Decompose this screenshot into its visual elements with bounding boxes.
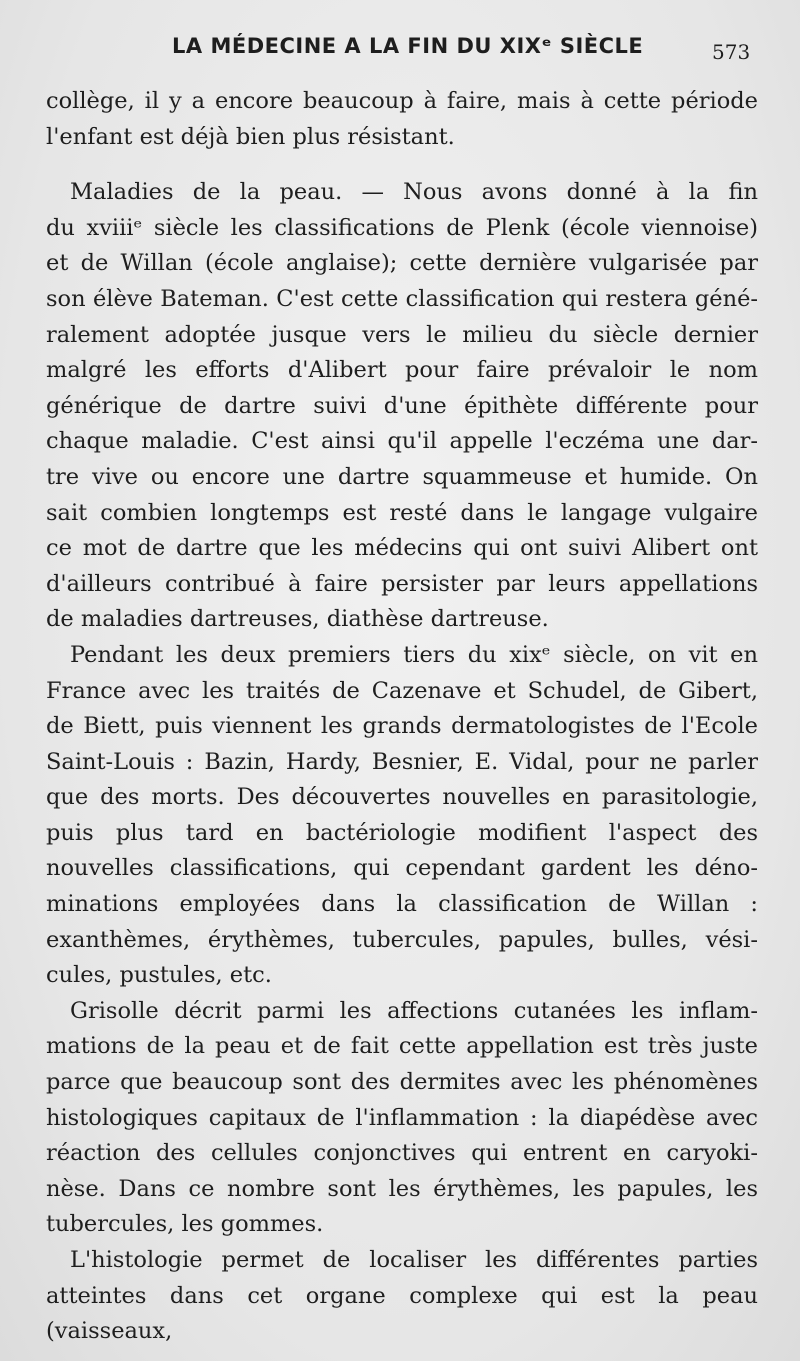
text-line: et de Willan (école anglaise); cette dernière vulgarisée par <box>46 250 758 277</box>
running-head-title: LA MÉDECINE A LA FIN DU XIXᵉ SIÈCLE <box>172 34 644 58</box>
text-line: collège, il y a encore beaucoup à faire, mais à cette période <box>46 88 758 114</box>
page-number: 573 <box>712 40 751 64</box>
text-line: L'histologie permet de localiser les différentes parties <box>70 1247 758 1273</box>
paragraph-gap <box>46 155 758 175</box>
text-line: Grisolle décrit parmi les affections cutanées les inflam- <box>70 997 758 1024</box>
text-line: mations de la peau et de fait cette appellation est très juste <box>46 1033 758 1060</box>
text-line: puis plus tard en bactériologie modifient l'aspect des <box>46 819 758 846</box>
text-line: que des morts. Des découvertes nouvelles en parasitologie, <box>46 784 758 811</box>
text-line: exanthèmes, érythèmes, tubercules, papules, bulles, vési- <box>46 926 758 953</box>
body-text <box>46 84 758 1345</box>
text-line: sait combien longtemps est resté dans le langage vulgaire <box>46 499 758 526</box>
text-line: histologiques capitaux de l'inflammation : la diapédèse avec <box>46 1104 758 1131</box>
text-line: atteintes dans cet organe complexe qui est la peau (vaisseaux, <box>46 1282 758 1345</box>
text-line: Saint-Louis : Bazin, Hardy, Besnier, E. Vidal, pour ne parler <box>46 748 758 775</box>
text-line: tre vive ou encore une dartre squammeuse et humide. On <box>46 463 758 490</box>
text-line: malgré les efforts d'Alibert pour faire prévaloir le nom <box>46 357 758 384</box>
text-line: nouvelles classifications, qui cependant gardent les déno- <box>46 855 758 882</box>
section-heading-line: Maladies de la peau. — Nous avons donné à la fin <box>70 179 758 206</box>
text-line: l'enfant est déjà bien plus résistant. <box>46 123 455 150</box>
text-line: parce que beaucoup sont des dermites avec les phénomènes <box>46 1069 758 1096</box>
text-line: Pendant les deux premiers tiers du xixᵉ siècle, on vit en <box>70 641 758 668</box>
text-line: du xviiiᵉ siècle les classifications de Plenk (école viennoise) <box>46 214 758 241</box>
text-line: ce mot de dartre que les médecins qui ont suivi Alibert ont <box>46 535 758 562</box>
text-line: nèse. Dans ce nombre sont les érythèmes, les papules, les <box>46 1175 758 1202</box>
text-line: de Biett, puis viennent les grands dermatologistes de l'Ecole <box>46 713 758 740</box>
text-line: tubercules, les gommes. <box>46 1211 324 1238</box>
text-line: France avec les traités de Cazenave et Schudel, de Gibert, <box>46 677 758 704</box>
text-line: d'ailleurs contribué à faire persister par leurs appellations <box>46 570 758 597</box>
text-line: générique de dartre suivi d'une épithète différente pour <box>46 392 758 419</box>
text-line: cules, pustules, etc. <box>46 962 272 989</box>
text-line: réaction des cellules conjonctives qui entrent en caryoki- <box>46 1140 758 1167</box>
text-line: son élève Bateman. C'est cette classification qui restera géné- <box>46 285 758 312</box>
text-line: ralement adoptée jusque vers le milieu du siècle dernier <box>46 321 758 348</box>
text-line: chaque maladie. C'est ainsi qu'il appelle l'eczéma une dar- <box>46 428 758 455</box>
running-head <box>0 34 800 74</box>
text-line: minations employées dans la classification de Willan : <box>46 891 758 918</box>
text-line: de maladies dartreuses, diathèse dartreuse. <box>46 606 549 633</box>
